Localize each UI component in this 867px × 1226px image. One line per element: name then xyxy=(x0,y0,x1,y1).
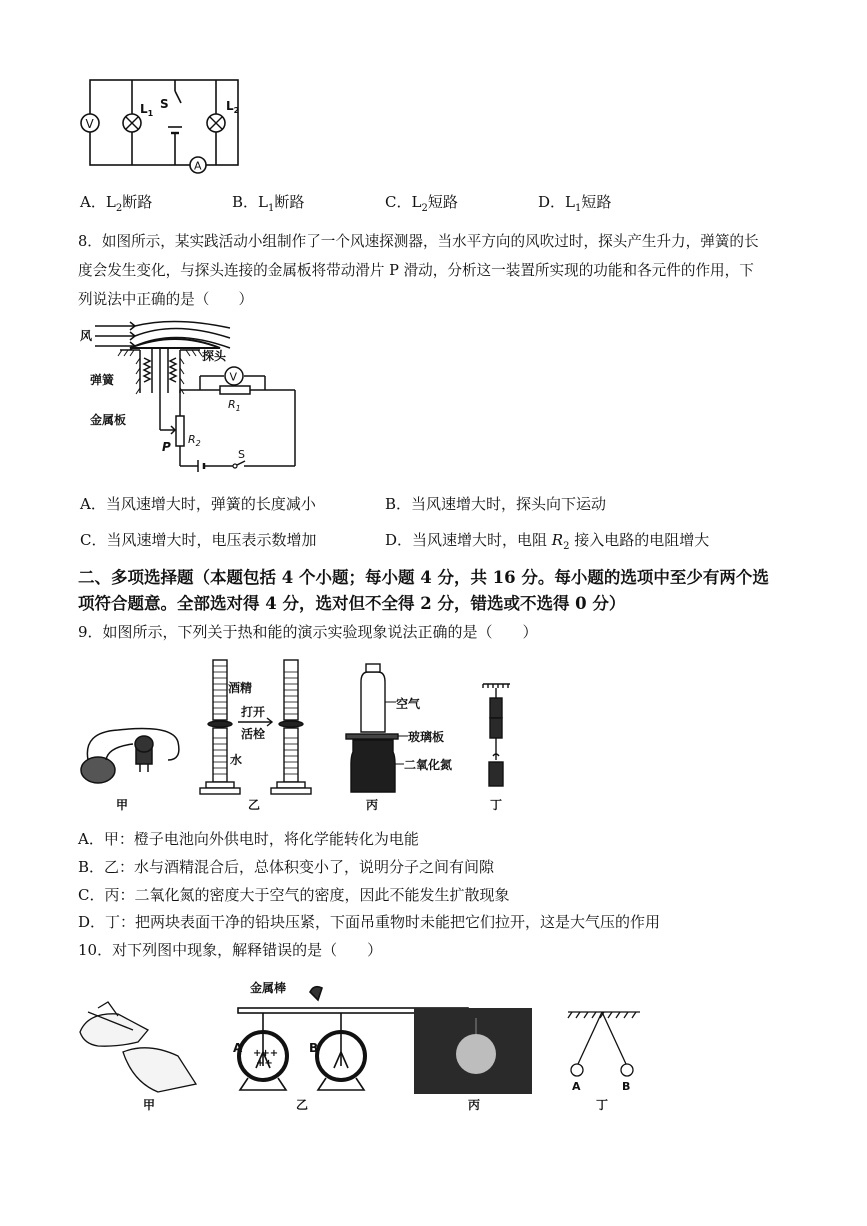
q9-option-c[interactable]: C．丙：二氧化氮的密度大于空气的密度，因此不能发生扩散现象 xyxy=(78,886,510,904)
q8-stem-line-1: 8．如图所示，某实践活动小组制作了一个风速探测器，当水平方向的风吹过时，探头产生升力，弹簧的长 xyxy=(78,233,759,250)
svg-text:L2: $L_2$ xyxy=(226,99,240,115)
svg-text:B: B xyxy=(309,1041,319,1055)
svg-text:丙: 丙 xyxy=(468,1098,481,1112)
lamp-l1-icon xyxy=(123,114,141,132)
balloon-photo-icon xyxy=(414,1008,532,1094)
svg-text:风: 风 xyxy=(80,329,93,343)
q8-option-c[interactable]: C．当风速增大时，电压表示数增加 xyxy=(80,531,317,549)
rubbing-hands-icon xyxy=(80,1002,196,1092)
svg-text:金属板: 金属板 xyxy=(90,413,127,427)
section-2-heading-line-1: 二、多项选择题（本题包括 4 个小题；每小题 4 分，共 16 分。每小题的选项中至少有两个选 xyxy=(78,568,769,587)
svg-text:P: P xyxy=(162,440,171,454)
svg-text:丙: 丙 xyxy=(366,798,379,812)
svg-text:S: S xyxy=(238,448,245,461)
q9-option-b[interactable]: B．乙：水与酒精混合后，总体积变小了，说明分子之间有间隙 xyxy=(78,858,495,876)
section-2-heading-line-2: 项符合题意。全部选对得 4 分，选对但不全得 2 分，错选或不选得 0 分） xyxy=(78,594,626,613)
svg-text:R2: $R_2$ xyxy=(188,433,201,448)
svg-text:打开: 打开 xyxy=(241,705,266,719)
switch-icon xyxy=(237,461,245,465)
svg-text:丁: 丁 xyxy=(490,798,503,812)
q10-figures xyxy=(78,972,648,1117)
svg-text:弹簧: 弹簧 xyxy=(90,373,115,387)
svg-text:A: A xyxy=(572,1080,581,1093)
q7-option-c[interactable]: C．$L_2$短路 xyxy=(385,193,458,214)
q7-circuit-diagram xyxy=(80,75,245,180)
q9-option-a[interactable]: A．甲：橙子电池向外供电时，将化学能转化为电能 xyxy=(78,830,419,848)
pith-balls-icon xyxy=(568,1012,640,1076)
svg-text:A: A xyxy=(233,1041,243,1055)
q7-option-b[interactable]: B．$L_1$断路 xyxy=(232,193,305,214)
q7-option-d[interactable]: D．$L_1$短路 xyxy=(538,193,612,214)
svg-text:酒精: 酒精 xyxy=(228,681,253,695)
q8-stem-line-2: 度会发生变化，与探头连接的金属板将带动滑片 P 滑动，分析这一装置所实现的功能和各元件的作用，下 xyxy=(78,262,754,279)
svg-text:乙: 乙 xyxy=(296,1098,309,1112)
q9-option-d[interactable]: D．丁：把两块表面干净的铅块压紧，下面吊重物时未能把它们拉开，这是大气压的作用 xyxy=(78,913,661,931)
q8-wind-detector-diagram xyxy=(80,318,305,478)
lamp-l2-icon xyxy=(207,114,225,132)
svg-text:水: 水 xyxy=(230,753,243,767)
svg-text:玻璃板: 玻璃板 xyxy=(408,730,445,744)
q9-experiment-figures xyxy=(78,652,528,812)
svg-text:V: V xyxy=(229,370,238,384)
svg-text:S: S xyxy=(160,97,169,111)
q9-stem: 9．如图所示，下列关于热和能的演示实验现象说法正确的是（ ） xyxy=(78,623,538,641)
q7-option-a[interactable]: A．$L_2$断路 xyxy=(80,193,153,214)
voltmeter-label: V xyxy=(85,117,94,131)
svg-text:活栓: 活栓 xyxy=(241,727,266,741)
gas-diffusion-bottles-icon xyxy=(346,664,398,792)
q8-option-d[interactable]: D．当风速增大时，电阻 $R_2$ 接入电路的电阻增大 xyxy=(385,531,710,552)
svg-text:探头: 探头 xyxy=(202,349,227,363)
svg-text:乙: 乙 xyxy=(248,798,261,812)
svg-text:甲: 甲 xyxy=(143,1098,156,1112)
svg-text:+++: +++ xyxy=(253,1048,279,1059)
q8-stem-line-3: 列说法中正确的是（ ） xyxy=(78,291,254,308)
svg-text:丁: 丁 xyxy=(596,1098,609,1112)
q10-stem: 10．对下列图中现象，解释错误的是（ ） xyxy=(78,941,383,959)
svg-text:++: ++ xyxy=(256,1058,273,1069)
lead-blocks-icon xyxy=(483,684,510,786)
svg-text:空气: 空气 xyxy=(396,697,421,711)
svg-text:B: B xyxy=(622,1080,631,1093)
svg-text:金属棒: 金属棒 xyxy=(250,981,287,995)
q8-option-a[interactable]: A．当风速增大时，弹簧的长度减小 xyxy=(80,495,316,513)
q8-option-b[interactable]: B．当风速增大时，探头向下运动 xyxy=(385,495,607,513)
svg-text:甲: 甲 xyxy=(116,798,129,812)
svg-text:R1: $R_1$ xyxy=(228,398,241,413)
orange-battery-icon xyxy=(81,729,179,784)
svg-text:二氧化氮: 二氧化氮 xyxy=(404,758,453,772)
svg-text:A: A xyxy=(194,159,202,173)
svg-text:L1: $L_1$ xyxy=(140,102,154,118)
